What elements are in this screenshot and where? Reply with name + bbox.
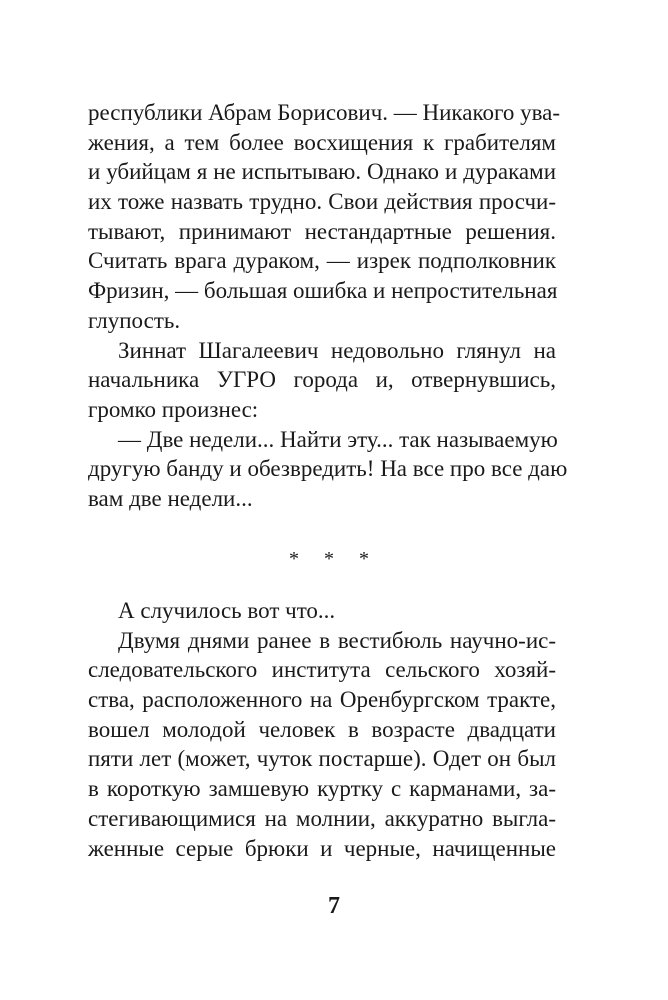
- text-line: их тоже назвать трудно. Свои действия просчи-: [88, 189, 556, 215]
- text-line: тывают, принимают нестандартные решения.: [88, 218, 556, 244]
- text-line: ства, расположенного на Оренбургском тракте,: [88, 687, 556, 713]
- text-line: республики Абрам Борисович. — Никакого ува-: [88, 100, 561, 125]
- text-line: — Две недели... Найти эту... так называемую: [118, 426, 558, 452]
- text-line: другую банду и обезвредить! На все про все даю: [88, 456, 568, 482]
- text-line: Считать врага дураком, — изрек подполковник: [88, 248, 556, 274]
- text-line: женные серые брюки и черные, начищенные: [88, 835, 556, 861]
- text-line: Двумя днями ранее в вестибюль научно-ис-: [118, 627, 556, 653]
- text-line: А случилось вот что...: [118, 598, 336, 623]
- text-line: громко произнес:: [88, 396, 259, 422]
- text-block-bottom: [88, 596, 556, 863]
- text-line: вошел молодой человек в возрасте двадцати: [88, 716, 556, 742]
- text-line: и убийцам я не испытываю. Однако и дураками: [88, 159, 556, 185]
- text-block-top: [88, 98, 568, 514]
- text-line: жения, а тем более восхищения к грабителям: [88, 129, 556, 155]
- section-break: * * *: [289, 548, 379, 570]
- text-line: глупость.: [88, 307, 181, 333]
- text-line: Зиннат Шагалеевич недовольно глянул на: [118, 337, 556, 363]
- text-line: начальника УГРО города и, отвернувшись,: [88, 367, 556, 393]
- text-line: Фризин, — большая ошибка и непростительная: [88, 278, 558, 304]
- text-line: вам две недели...: [88, 485, 253, 511]
- page-number: 7: [328, 893, 340, 919]
- text-line: в короткую замшевую куртку с карманами, за-: [88, 776, 556, 802]
- text-line: следовательского института сельского хозяй-: [88, 657, 556, 683]
- text-line: пяти лет (может, чуток постарше). Одет он был: [88, 746, 556, 772]
- text-line: стегивающимися на молнии, аккуратно выгла-: [88, 805, 556, 831]
